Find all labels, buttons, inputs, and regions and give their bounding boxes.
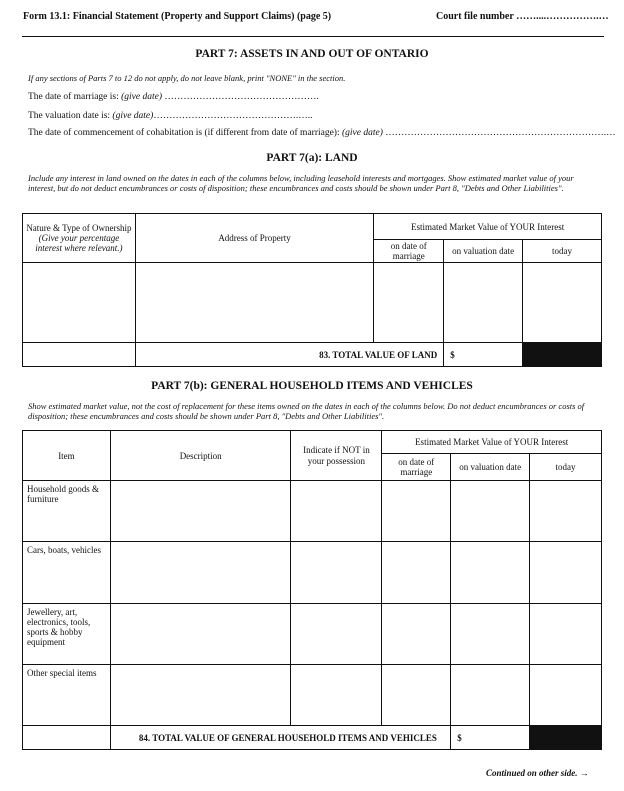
marriage-date-field[interactable]: ………………………………………….: [162, 92, 319, 102]
household-item-other: Other special items: [23, 665, 111, 726]
land-col-nature-hint: (Give your percentage interest where relevant.): [35, 233, 123, 253]
valuation-date-hint: (give date): [112, 111, 154, 121]
household-item-jewellery: Jewellery, art, electronics, tools, sports & hobby equipment: [23, 604, 111, 665]
household-desc-cell[interactable]: [110, 542, 291, 604]
household-desc-cell[interactable]: [110, 481, 291, 542]
household-notin-cell[interactable]: [291, 481, 382, 542]
household-today-cell[interactable]: [530, 665, 602, 726]
household-total-label: 84. TOTAL VALUE OF GENERAL HOUSEHOLD ITEMS AND VEHICLES: [110, 726, 450, 750]
cohabitation-date-field[interactable]: …………………………………………………………….…: [382, 128, 616, 138]
household-row-other: [23, 665, 602, 726]
household-valuation-cell[interactable]: [451, 542, 530, 604]
household-col-today: today: [530, 454, 602, 481]
land-total-row: [23, 343, 602, 367]
household-marriage-cell[interactable]: [382, 604, 451, 665]
household-col-item: Item: [23, 431, 111, 481]
household-col-marriage: on date of marriage: [382, 454, 451, 481]
marriage-date-label: The date of marriage is:: [28, 92, 119, 102]
land-marriage-cell[interactable]: [374, 263, 444, 343]
land-total-blackout: [523, 343, 602, 367]
household-desc-cell[interactable]: [110, 604, 291, 665]
cohabitation-date-hint: (give date): [342, 128, 383, 138]
household-notin-cell[interactable]: [291, 604, 382, 665]
land-total-value[interactable]: $: [444, 343, 523, 367]
marriage-date-line: [28, 92, 319, 102]
land-col-today: today: [523, 240, 602, 263]
household-notin-cell[interactable]: [291, 665, 382, 726]
valuation-date-label: The valuation date is:: [28, 111, 111, 121]
cohabitation-date-label: The date of commencement of cohabitation is (if different from date of marriage):: [28, 128, 340, 138]
land-col-nature: [23, 214, 136, 263]
land-col-marriage: on date of marriage: [374, 240, 444, 263]
household-marriage-cell[interactable]: [382, 665, 451, 726]
part7a-note: Include any interest in land owned on the dates in each of the columns below, including leasehold interests and mortgages. Show estimated market value of your interest, but do not deduct encumbrances or costs of disposition; these encumbrances and costs should be shown under Part 8, "Debts and Other Liabilities".: [28, 173, 574, 193]
land-today-cell[interactable]: [523, 263, 602, 343]
part7-title: PART 7: ASSETS IN AND OUT OF ONTARIO: [195, 48, 429, 60]
part7b-title: PART 7(b): GENERAL HOUSEHOLD ITEMS AND VEHICLES: [151, 380, 473, 392]
land-col-valuation: on valuation date: [444, 240, 523, 263]
household-today-cell[interactable]: [530, 481, 602, 542]
land-valuation-cell[interactable]: [444, 263, 523, 343]
household-valuation-cell[interactable]: [451, 481, 530, 542]
header-rule: [22, 36, 604, 37]
household-total-value[interactable]: $: [451, 726, 530, 750]
land-nature-cell[interactable]: [23, 263, 136, 343]
continued-note: Continued on other side. →: [486, 768, 589, 778]
household-row-vehicles: [23, 542, 602, 604]
part7-instruction: If any sections of Parts 7 to 12 do not apply, do not leave blank, print "NONE" in the section.: [28, 73, 346, 83]
household-notin-cell[interactable]: [291, 542, 382, 604]
land-total-label: 83. TOTAL VALUE OF LAND: [135, 343, 443, 367]
household-marriage-cell[interactable]: [382, 542, 451, 604]
cohabitation-date-line: [28, 128, 616, 138]
household-col-notin: Indicate if NOT in your possession: [291, 431, 382, 481]
household-item-vehicles: Cars, boats, vehicles: [23, 542, 111, 604]
court-file-number: Court file number ……....…………….…: [436, 11, 609, 22]
valuation-date-field[interactable]: ……………………………………….…..: [153, 111, 313, 121]
household-col-description: Description: [110, 431, 291, 481]
household-today-cell[interactable]: [530, 604, 602, 665]
household-desc-cell[interactable]: [110, 665, 291, 726]
household-col-emv: Estimated Market Value of YOUR Interest: [382, 431, 602, 454]
land-address-cell[interactable]: [135, 263, 373, 343]
part7b-note: Show estimated market value, not the cost of replacement for these items owned on the dates in each of the columns below. Do not deduct encumbrances or costs of disposition; these encumbrances and costs should be shown under Part 8, "Debts and Other Liabilities".: [28, 401, 585, 421]
household-col-valuation: on valuation date: [451, 454, 530, 481]
valuation-date-line: [28, 111, 312, 121]
household-row-goods: [23, 481, 602, 542]
land-col-nature-label: Nature & Type of Ownership: [26, 223, 132, 233]
land-col-emv: Estimated Market Value of YOUR Interest: [374, 214, 602, 240]
marriage-date-hint: (give date): [121, 92, 163, 102]
land-col-address: Address of Property: [135, 214, 373, 263]
household-valuation-cell[interactable]: [451, 604, 530, 665]
land-table: [22, 213, 602, 367]
household-total-row: [23, 726, 602, 750]
household-today-cell[interactable]: [530, 542, 602, 604]
part7a-title: PART 7(a): LAND: [266, 152, 358, 164]
household-item-goods: Household goods & furniture: [23, 481, 111, 542]
land-entry-row: [23, 263, 602, 343]
household-row-jewellery: [23, 604, 602, 665]
household-valuation-cell[interactable]: [451, 665, 530, 726]
household-total-blackout: [530, 726, 602, 750]
household-marriage-cell[interactable]: [382, 481, 451, 542]
household-table: [22, 430, 602, 750]
form-title: Form 13.1: Financial Statement (Property and Support Claims) (page 5): [23, 11, 332, 22]
